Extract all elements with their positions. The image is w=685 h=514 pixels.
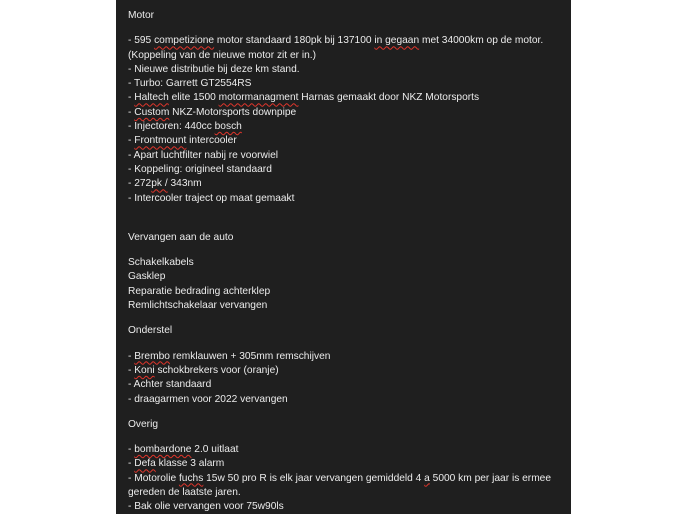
text-segment: met 34000km op de motor. (419, 35, 544, 47)
list-item: Schakelkabels (128, 257, 194, 269)
text-segment: 5000 km per jaar is ermee (429, 472, 552, 484)
text-segment: - (128, 106, 135, 118)
spacer (128, 407, 571, 418)
list-item: Reparatie bedrading achterklep (128, 285, 271, 297)
misspelled-word: Frontmount (134, 135, 187, 147)
motor-line: - Koppeling: origineel standaard (128, 163, 272, 175)
motor-line: - Intercooler traject op maat gemaakt (128, 192, 295, 204)
text-segment: - (128, 458, 135, 470)
onderstel-line: - Achter standaard (128, 379, 212, 391)
motor-line (128, 34, 571, 48)
misspelled-word: Brembo (134, 350, 170, 362)
motor-line (128, 106, 571, 120)
overig-line (128, 472, 571, 486)
text-segment: NKZ-Motorsports downpipe (169, 106, 297, 118)
misspelled-word: bosch (214, 121, 242, 133)
text-segment: klasse 3 alarm (155, 458, 225, 470)
misspelled-word: Defa (134, 458, 156, 470)
text-segment: - (128, 364, 135, 376)
misspelled-word: Custom (134, 106, 170, 118)
vervangen-heading: Vervangen aan de auto (128, 231, 234, 243)
motor-line: - Apart luchtfilter nabij re voorwiel (128, 149, 279, 161)
misspelled-word: competizione (154, 35, 215, 47)
onderstel-line: - draagarmen voor 2022 vervangen (128, 393, 288, 405)
motor-line (128, 120, 571, 134)
document-page (116, 0, 571, 514)
misspelled-word: in gegaan (374, 35, 420, 47)
misspelled-word: pk / (151, 178, 168, 190)
text-segment: schokbrekers voor (oranje) (154, 364, 279, 376)
text-segment: - (128, 444, 135, 456)
overig-line (128, 443, 571, 457)
misspelled-word: Koni (134, 364, 155, 376)
text-segment: - Injectoren: 440cc (128, 121, 215, 133)
motor-line (128, 134, 571, 148)
text-segment: Harnas gemaakt door NKZ Motorsports (298, 92, 480, 104)
text-segment: 2.0 uitlaat (191, 444, 239, 456)
overig-line: gereden de laatste jaren. (128, 487, 241, 499)
motor-line: - Nieuwe distributie bij deze km stand. (128, 63, 300, 75)
misspelled-word: motormanagment (218, 92, 299, 104)
text-segment: intercooler (186, 135, 237, 147)
motor-heading: Motor (128, 10, 155, 21)
text-segment: 343nm (167, 178, 202, 190)
text-segment: remklauwen + 305mm remschijven (169, 350, 331, 362)
onderstel-line (128, 350, 571, 364)
motor-line: (Koppeling van de nieuwe motor zit er in.) (128, 49, 317, 61)
text-segment: - (128, 135, 135, 147)
onderstel-line (128, 364, 571, 378)
overig-line (128, 457, 571, 471)
text-segment: - (128, 350, 135, 362)
misspelled-word: fuchs (178, 472, 204, 484)
text-segment: motor standaard 180pk bij 137100 (214, 35, 375, 47)
misspelled-word: Haltech (134, 92, 169, 104)
text-segment: 15w 50 pro R is elk jaar vervangen gemiddeld 4 (203, 472, 425, 484)
text-segment: - 272 (128, 178, 152, 190)
onderstel-heading: Onderstel (128, 325, 173, 337)
text-segment: elite 1500 (168, 92, 219, 104)
text-segment: - Motorolie (128, 472, 179, 484)
motor-line (128, 91, 571, 105)
spacer (128, 206, 571, 231)
misspelled-word: a (424, 472, 430, 484)
text-segment: - (128, 92, 135, 104)
list-item: Gasklep (128, 271, 166, 283)
spacer (128, 313, 571, 324)
list-item: Remlichtschakelaar vervangen (128, 300, 268, 312)
overig-line: - Bak olie vervangen voor 75w90ls (128, 501, 284, 513)
motor-line: - Turbo: Garrett GT2554RS (128, 78, 252, 90)
overig-heading: Overig (128, 418, 159, 430)
misspelled-word: bombardone (134, 444, 192, 456)
text-segment: - 595 (128, 35, 155, 47)
motor-line (128, 177, 571, 191)
